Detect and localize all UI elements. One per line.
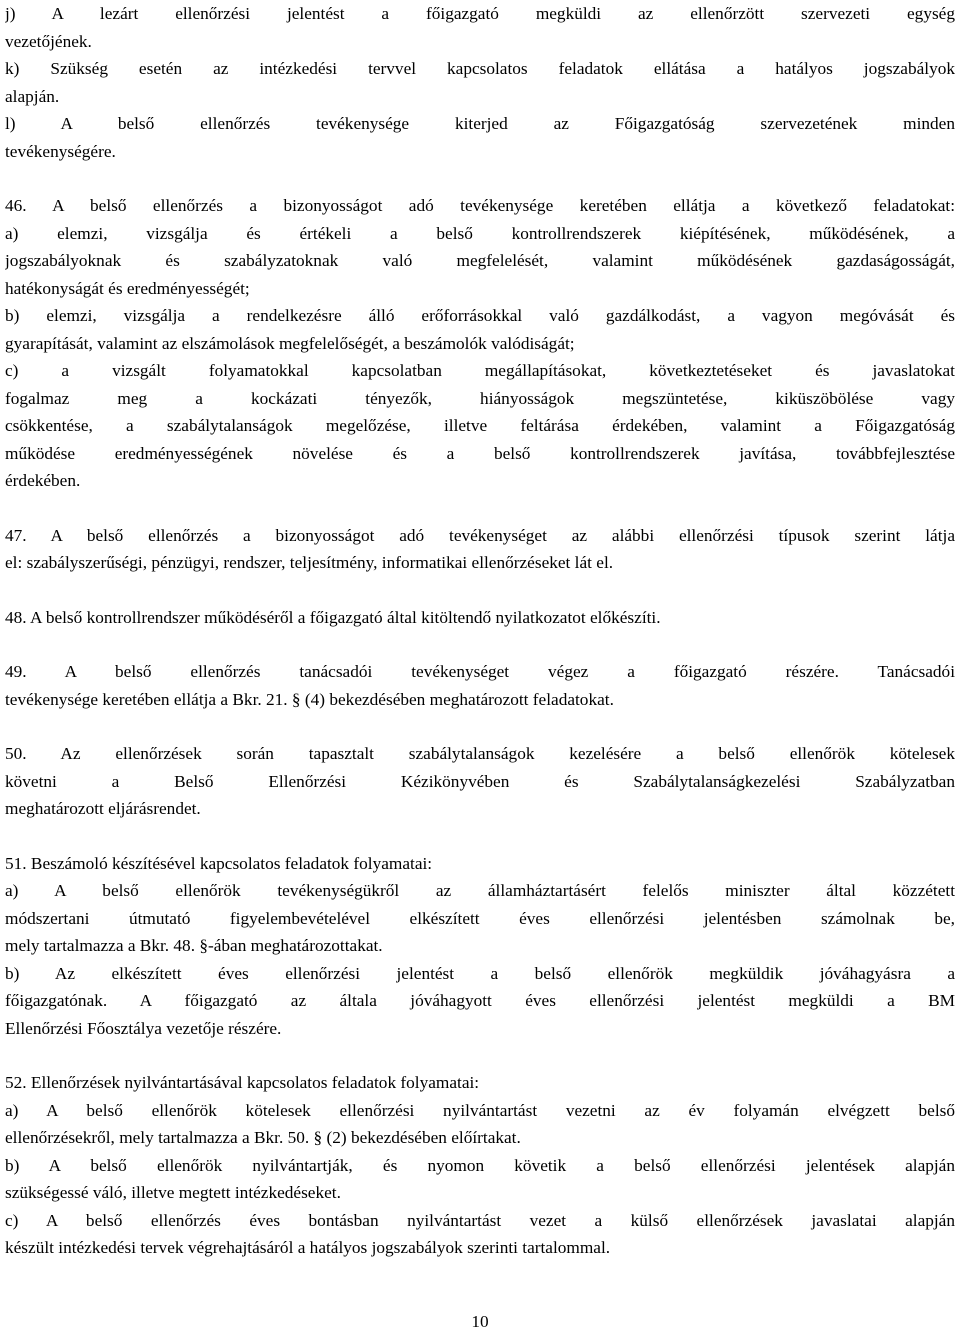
text-line: készült intézkedési tervek végrehajtásáról a hatályos jogszabályok szerinti tartalommal.: [5, 1238, 611, 1257]
text-line: a) elemzi, vizsgálja és értékeli a belső kontrollrendszerek kiépítésének, működésének, a: [5, 223, 955, 243]
text-line: 49. A belső ellenőrzés tanácsadói tevékenységet végez a főigazgató részére. Tanácsadói: [5, 662, 955, 681]
text-line: gyarapítását, valamint az elszámolások megfelelőségét, a beszámolók valódiságát;: [5, 333, 575, 353]
document-page: [5, 0, 955, 1262]
text-line: Ellenőrzési Főosztálya vezetője részére.: [5, 1018, 282, 1038]
text-line: l) A belső ellenőrzés tevékenysége kiterjed az Főigazgatóság szervezetének minden: [5, 114, 955, 133]
text-line: j) A lezárt ellenőrzési jelentést a főigazgató megküldi az ellenőrzött szervezeti egység: [5, 4, 955, 23]
text-line: b) A belső ellenőrök nyilvántartják, és nyomon követik a belső ellenőrzési jelentések alapján: [5, 1155, 955, 1175]
text-line: 50. Az ellenőrzések során tapasztalt szabálytalanságok kezelésére a belső ellenőrök kötelesek: [5, 744, 955, 763]
paragraph-gap: [5, 713, 955, 740]
paragraph-block: [5, 192, 955, 495]
text-line: 51. Beszámoló készítésével kapcsolatos feladatok folyamatai:: [5, 853, 433, 873]
text-line: fogalmaz meg a kockázati tényezők, hiányosságok megszüntetése, kiküszöbölése vagy: [5, 388, 955, 408]
paragraph-gap: [5, 495, 955, 522]
text-line: k) Szükség esetén az intézkedési tervvel kapcsolatos feladatok ellátása a hatályos jogszabályok: [5, 59, 955, 78]
text-line: c) a vizsgált folyamatokkal kapcsolatban megállapításokat, következtetéseket és javaslatokat: [5, 361, 955, 380]
paragraph-gap: [5, 631, 955, 658]
paragraph-block: [5, 740, 955, 823]
paragraph-block: [5, 658, 955, 713]
text-line: vezetőjének.: [5, 31, 92, 51]
text-line: érdekében.: [5, 471, 81, 490]
text-line: hatékonyságát és eredményességét;: [5, 278, 250, 298]
text-line: főigazgatónak. A főigazgató az általa jóváhagyott éves ellenőrzési jelentést megküldi a BM: [5, 991, 955, 1010]
text-line: működése eredményességének növelése és a belső kontrollrendszerek javítása, továbbfejlesztése: [5, 443, 955, 463]
paragraph-gap: [5, 1042, 955, 1069]
text-line: a) A belső ellenőrök kötelesek ellenőrzési nyilvántartást vezetni az év folyamán elvégzett belső: [5, 1100, 955, 1120]
paragraph-block: [5, 0, 955, 165]
page-number: 10: [471, 1312, 489, 1331]
text-line: tevékenységére.: [5, 141, 116, 161]
text-line: 48. A belső kontrollrendszer működéséről a főigazgató által kitöltendő nyilatkozatot előkészíti.: [5, 607, 661, 627]
text-line: a) A belső ellenőrök tevékenységükről az államháztartásért felelős miniszter által közzétett: [5, 881, 955, 900]
text-line: ellenőrzésekről, mely tartalmazza a Bkr. 50. § (2) bekezdésében előírtakat.: [5, 1128, 521, 1147]
paragraph-block: [5, 1069, 955, 1262]
text-line: szükségessé váló, illetve megtett intézkedéseket.: [5, 1183, 341, 1202]
text-line: 46. A belső ellenőrzés a bizonyosságot adó tevékenysége keretében ellátja a következő feladatokat:: [5, 196, 955, 215]
text-line: követni a Belső Ellenőrzési Kézikönyvében és Szabálytalanságkezelési Szabályzatban: [5, 771, 955, 791]
text-line: el: szabályszerűségi, pénzügyi, rendszer, teljesítmény, informatikai ellenőrzéseket lát el.: [5, 553, 614, 572]
paragraph-gap: [5, 165, 955, 192]
text-line: módszertani útmutató figyelembevételével elkészített éves ellenőrzési jelentésben számolnak be,: [5, 908, 955, 928]
text-line: csökkentése, a szabálytalanságok megelőzése, illetve feltárása érdekében, valamint a Főigazgatóság: [5, 416, 955, 435]
paragraph-gap: [5, 577, 955, 604]
text-line: mely tartalmazza a Bkr. 48. §-ában meghatározottakat.: [5, 936, 383, 955]
text-line: c) A belső ellenőrzés éves bontásban nyilvántartást vezet a külső ellenőrzések javaslatai alapján: [5, 1210, 955, 1230]
paragraph-gap: [5, 823, 955, 850]
text-line: b) elemzi, vizsgálja a rendelkezésre álló erőforrásokkal való gazdálkodást, a vagyon megóvását és: [5, 306, 955, 325]
paragraph-block: [5, 604, 955, 632]
text-line: jogszabályoknak és szabályzatoknak való megfelelését, valamint működésének gazdaságosságát,: [5, 251, 955, 270]
text-line: alapján.: [5, 86, 60, 106]
text-line: 47. A belső ellenőrzés a bizonyosságot adó tevékenységet az alábbi ellenőrzési típusok szerint látja: [5, 525, 955, 545]
text-line: b) Az elkészített éves ellenőrzési jelentést a belső ellenőrök megküldik jóváhagyásra a: [5, 963, 955, 983]
text-line: 52. Ellenőrzések nyilvántartásával kapcsolatos feladatok folyamatai:: [5, 1073, 480, 1092]
text-line: meghatározott eljárásrendet.: [5, 799, 201, 818]
paragraph-block: [5, 522, 955, 577]
paragraph-block: [5, 850, 955, 1043]
text-line: tevékenysége keretében ellátja a Bkr. 21. § (4) bekezdésében meghatározott feladatokat.: [5, 689, 614, 709]
